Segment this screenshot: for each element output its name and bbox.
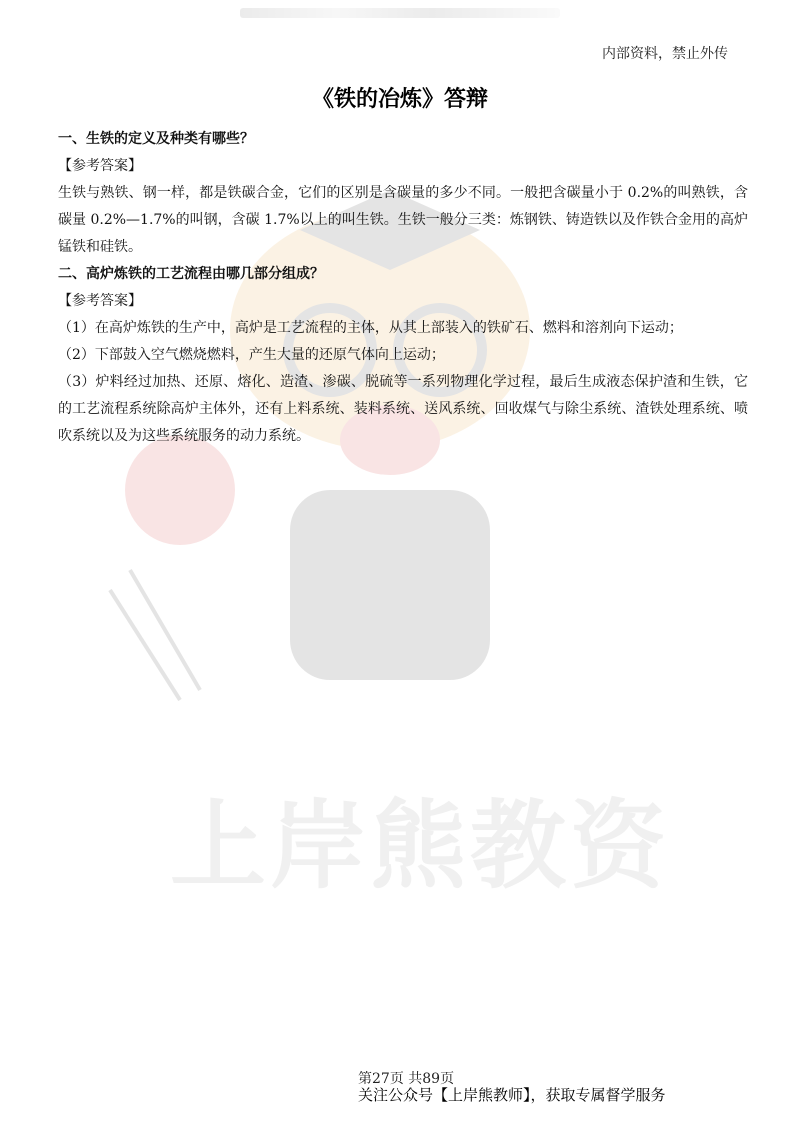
answer-paragraph: （1）在高炉炼铁的生产中，高炉是工艺流程的主体，从其上部装入的铁矿石、燃料和溶剂向下运动； [58, 320, 683, 336]
document-body [58, 126, 748, 450]
question-section [58, 261, 748, 450]
internal-note: 内部资料，禁止外传 [602, 46, 728, 62]
answer-paragraph: （2）下部鼓入空气燃烧燃料，产生大量的还原气体向上运动； [58, 347, 445, 363]
scan-artifact [240, 8, 560, 18]
question-heading: 二、高炉炼铁的工艺流程由哪几部分组成？ [58, 266, 324, 282]
document-title: 《铁的冶炼》答辩 [311, 87, 488, 112]
question-heading: 一、生铁的定义及种类有哪些？ [58, 131, 254, 147]
question-section [58, 126, 748, 261]
answer-label: 【参考答案】 [58, 293, 142, 309]
footer-follow-text: 关注公众号【上岸熊教师】，获取专属督学服务 [358, 1086, 666, 1104]
watermark-text: 上岸熊教资 [170, 790, 670, 902]
page-number: 第27页 共89页 [358, 1071, 455, 1087]
answer-paragraph: 生铁与熟铁、钢一样，都是铁碳合金，它们的区别是含碳量的多少不同。一般把含碳量小于 0.2%的叫熟铁，含碳量 0.2%—1.7%的叫钢，含碳 1.7%以上的叫生铁。生铁一般分三类：炼钢铁、铸造铁以及作铁合金用的高炉锰铁和硅铁。 [58, 185, 748, 255]
answer-paragraph: （3）炉料经过加热、还原、熔化、造渣、渗碳、脱硫等一系列物理化学过程，最后生成液态保护渣和生铁，它的工艺流程系统除高炉主体外，还有上料系统、装料系统、送风系统、回收煤气与除尘系统、渣铁处理系统、喷吹系统以及为这些系统服务的动力系统。 [58, 374, 748, 444]
answer-label: 【参考答案】 [58, 158, 142, 174]
